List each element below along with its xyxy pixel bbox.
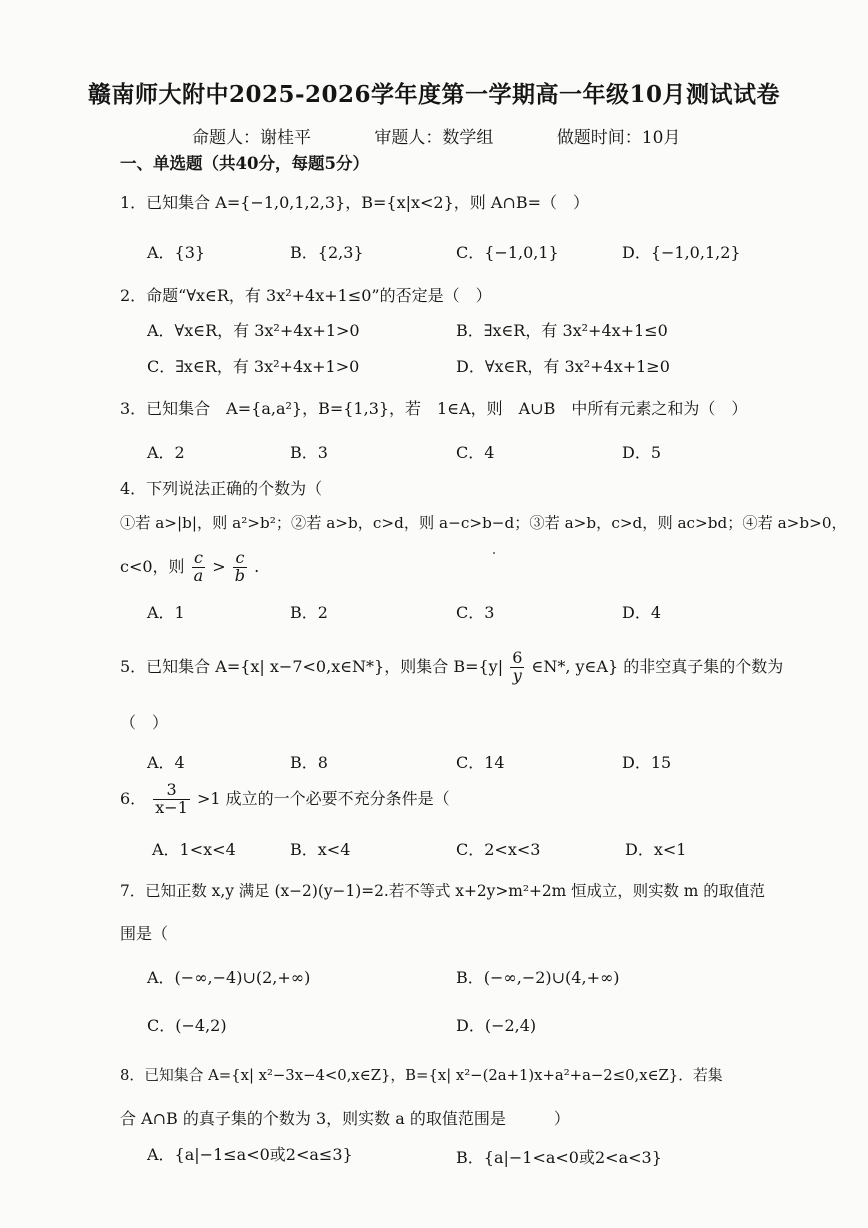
fraction-denominator: a	[193, 565, 204, 585]
question-5-option-a: A．4	[147, 753, 185, 772]
question-8-stem-cont: 合 A∩B 的真子集的个数为 3，则实数 a 的取值范围是 ）	[120, 1109, 570, 1128]
fraction-numerator: c	[192, 550, 206, 568]
section-heading: 一、单选题（共40分，每题5分）	[120, 154, 369, 173]
fraction-numerator: 3	[153, 782, 190, 800]
question-1-stem: 1．已知集合 A={−1,0,1,2,3}，B={x|x<2}，则 A∩B=（ ）	[120, 193, 589, 212]
fraction-c-over-b	[233, 550, 247, 585]
question-6-option-a: A．1<x<4	[152, 840, 236, 859]
question-6-number: 6．	[120, 788, 147, 808]
question-4-statements: ①若 a>|b|，则 a²>b²；②若 a>b，c>d，则 a−c>b−d；③若 a>b，c>d，则 ac>bd；④若 a>b>0，	[120, 514, 847, 532]
question-7-stem-cont: 围是（	[120, 924, 169, 943]
question-6-option-b: B．x<4	[290, 840, 351, 859]
time-label: 做题时间：10月	[556, 128, 681, 148]
fraction-numerator: c	[233, 550, 247, 568]
question-3-option-b: B．3	[290, 443, 328, 462]
question-1-option-b: B．{2,3}	[290, 243, 364, 262]
question-5-option-c: C．14	[456, 753, 505, 772]
question-4-option-b: B．2	[290, 603, 328, 622]
question-5-stem	[120, 650, 783, 685]
question-3-option-c: C．4	[456, 443, 495, 462]
question-5-stem-end: ∈N*, y∈A} 的非空真子集的个数为	[531, 656, 784, 676]
question-4-option-c: C．3	[456, 603, 495, 622]
reviewer-label: 审题人：数学组	[374, 128, 494, 148]
question-7-option-b: B．(−∞,−2)∪(4,+∞)	[456, 968, 620, 987]
fraction-c-over-a	[192, 550, 206, 585]
question-6-stem-end: >1 成立的一个必要不充分条件是（	[196, 788, 450, 808]
question-4-statement-4	[120, 550, 259, 585]
question-2-option-b: B．∃x∈R，有 3x²+4x+1≤0	[456, 321, 668, 340]
author-label: 命题人：谢桂平	[192, 128, 311, 148]
stray-mark	[493, 552, 495, 554]
question-8-option-b: B．{a|−1<a<0或2<a<3}	[456, 1148, 662, 1167]
question-6-stem	[120, 782, 450, 817]
period: .	[254, 556, 260, 576]
fraction-denominator: y	[512, 665, 522, 685]
fraction-denominator: b	[234, 565, 246, 585]
fraction-numerator: 6	[512, 648, 523, 667]
question-3-option-d: D．5	[622, 443, 662, 462]
greater-than-sign: >	[212, 556, 226, 576]
exam-title: 赣南师大附中2025-2026学年度第一学期高一年级10月测试试卷	[87, 81, 781, 108]
question-2-stem: 2．命题“∀x∈R，有 3x²+4x+1≤0”的否定是（ ）	[120, 286, 492, 305]
question-3-option-a: A．2	[147, 443, 185, 462]
question-6-option-c: C．2<x<3	[456, 840, 541, 859]
question-2-option-c: C．∃x∈R，有 3x²+4x+1>0	[147, 357, 360, 376]
question-7-stem: 7．已知正数 x,y 满足 (x−2)(y−1)=2.若不等式 x+2y>m²+2m 恒成立，则实数 m 的取值范	[120, 882, 765, 900]
question-5-paren: （ ）	[120, 713, 169, 732]
fraction-denominator: x−1	[155, 797, 188, 817]
question-4-option-d: D．4	[622, 603, 662, 622]
question-4-option-a: A．1	[147, 603, 185, 622]
question-1-option-d: D．{−1,0,1,2}	[622, 243, 741, 262]
question-2-option-d: D．∀x∈R，有 3x²+4x+1≥0	[456, 357, 670, 376]
question-5-option-b: B．8	[290, 753, 328, 772]
question-7-option-c: C．(−4,2)	[147, 1016, 227, 1035]
question-7-option-a: A．(−∞,−4)∪(2,+∞)	[147, 968, 311, 987]
question-7-option-d: D．(−2,4)	[456, 1016, 537, 1035]
question-8-option-a: A．{a|−1≤a<0或2<a≤3}	[147, 1145, 353, 1164]
question-5-stem-start: 5．已知集合 A={x| x−7<0,x∈N*}，则集合 B={y|	[120, 656, 504, 676]
fraction-6-over-y	[510, 650, 524, 685]
exam-meta	[192, 123, 680, 148]
question-1-option-c: C．{−1,0,1}	[456, 243, 559, 262]
question-2-option-a: A．∀x∈R，有 3x²+4x+1>0	[147, 321, 360, 340]
question-1-option-a: A．{3}	[147, 243, 206, 262]
question-4-stem: 4．下列说法正确的个数为（	[120, 479, 323, 498]
question-8-stem: 8．已知集合 A={x| x²−3x−4<0,x∈Z}，B={x| x²−(2a+1)x+a²+a−2≤0,x∈Z}．若集	[120, 1067, 723, 1084]
question-4-line2-prefix: c<0，则	[120, 556, 185, 576]
question-5-option-d: D．15	[622, 753, 672, 772]
fraction-3-over-x-minus-1	[153, 782, 190, 817]
question-3-stem: 3．已知集合 A={a,a²}，B={1,3}，若 1∈A，则 A∪B 中所有元素之和为（ ）	[120, 399, 748, 418]
question-6-option-d: D．x<1	[625, 840, 687, 859]
